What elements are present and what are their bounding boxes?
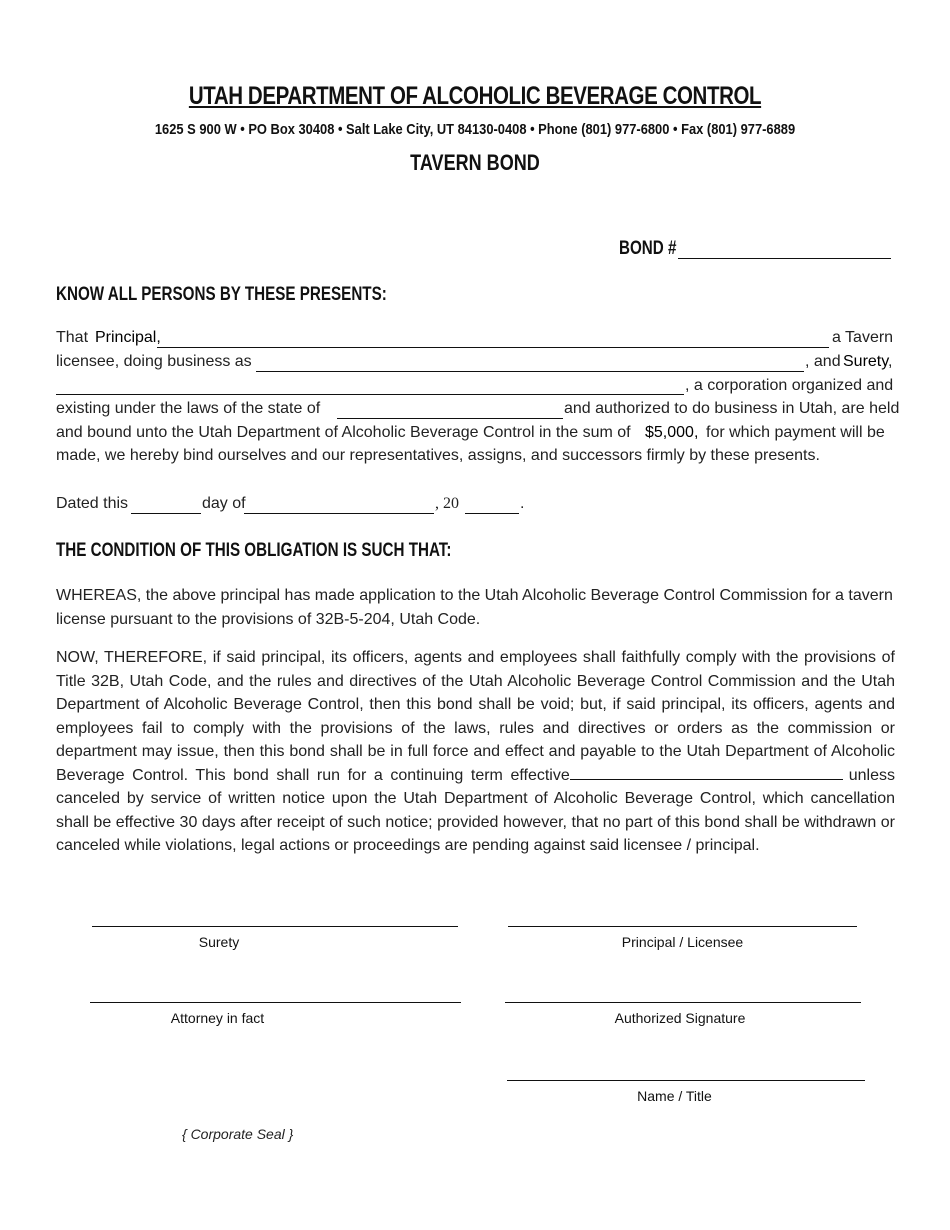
bind-ourselves-text: made, we hereby bind ourselves and our representatives, assigns, and successors firmly by these presents. <box>56 447 820 464</box>
surety-label: Surety <box>843 353 890 370</box>
surety-name-field[interactable] <box>56 394 684 395</box>
bound-unto-text: and bound unto the Utah Department of Alcoholic Beverage Control in the sum of <box>56 424 631 441</box>
surety-signature-line[interactable] <box>92 926 458 927</box>
agency-address: 1625 S 900 W • PO Box 30408 • Salt Lake City, UT 84130-0408 • Phone (801) 977-6800 • Fax (801) 977-6889 <box>154 121 796 138</box>
bond-number-field[interactable] <box>678 258 891 259</box>
now-therefore-part1: NOW, THEREFORE, if said principal, its officers, agents and employees shall faithfully comply with the provisions of Title 32B, Utah Code, and the rules and directives of the Utah Alcoholic Beverage Control Commission and the Utah Department of Alcoholic Beverage Control, then this bond shall be void; but, if said principal, its officers, agents and employees fail to comply with the provisions of the laws, rules and directives or orders as the commission or department may issue, then this bond shall be in full force and effect and payable to the Utah Department of Alcoholic Beverage Control. This bond shall run for a continuing term effective <box>56 649 895 784</box>
name-title-label: Name / Title <box>637 1088 712 1104</box>
principal-label: Principal, <box>95 329 161 346</box>
licensee-dba-text: licensee, doing business as <box>56 353 252 370</box>
bond-number-label: BOND # <box>619 238 677 259</box>
section-heading-know-all: KNOW ALL PERSONS BY THESE PRESENTS: <box>56 284 387 305</box>
authorized-signature-line[interactable] <box>505 1002 861 1003</box>
tavern-text: a Tavern <box>832 329 894 346</box>
attorney-signature-label: Attorney in fact <box>170 1010 265 1026</box>
whereas-paragraph: WHEREAS, the above principal has made application to the Utah Alcoholic Beverage Control Commission for a tavern license pursuant to the provisions of 32B-5-204, Utah Code. <box>56 587 893 628</box>
surety-comma: , <box>888 353 893 370</box>
day-of-text: day of <box>202 495 246 512</box>
existing-laws-text: existing under the laws of the state of <box>56 400 321 417</box>
agency-title: UTAH DEPARTMENT OF ALCOHOLIC BEVERAGE CONTROL <box>188 82 762 110</box>
authorized-text: and authorized to do business in Utah, are held <box>564 400 900 417</box>
form-title: TAVERN BOND <box>410 150 540 175</box>
that-text: That <box>56 329 89 346</box>
dated-period: . <box>520 495 525 512</box>
principal-signature-label: Principal / Licensee <box>621 934 744 950</box>
dated-this-text: Dated this <box>56 495 129 512</box>
corporate-seal-placeholder: { Corporate Seal } <box>182 1126 294 1142</box>
day-field[interactable] <box>131 513 201 514</box>
year-prefix-text: , 20 <box>435 495 459 512</box>
surety-signature-label: Surety <box>198 934 240 950</box>
dba-name-field[interactable] <box>256 371 804 372</box>
now-therefore-paragraph <box>56 646 895 858</box>
principal-name-field[interactable] <box>157 347 829 348</box>
principal-signature-line[interactable] <box>508 926 857 927</box>
and-text: , and <box>805 353 841 370</box>
section-heading-condition: THE CONDITION OF THIS OBLIGATION IS SUCH THAT: <box>56 540 452 561</box>
now-therefore-part2: unless canceled by service of written notice upon the Utah Department of Alcoholic Beverage Control, which cancellation shall be effective 30 days after receipt of such notice; provided however, that no part of this bond shall be withdrawn or canceled while violations, legal actions or proceedings are pending against said licensee / principal. <box>56 766 895 854</box>
corporation-text: , a corporation organized and <box>685 377 894 394</box>
payment-text: for which payment will be <box>706 424 885 441</box>
year-field[interactable] <box>465 513 519 514</box>
name-title-line[interactable] <box>507 1080 865 1081</box>
attorney-signature-line[interactable] <box>90 1002 461 1003</box>
bond-amount: $5,000, <box>645 424 699 441</box>
state-field[interactable] <box>337 418 563 419</box>
month-field[interactable] <box>244 513 434 514</box>
authorized-signature-label: Authorized Signature <box>614 1010 746 1026</box>
effective-date-field[interactable] <box>570 765 843 780</box>
